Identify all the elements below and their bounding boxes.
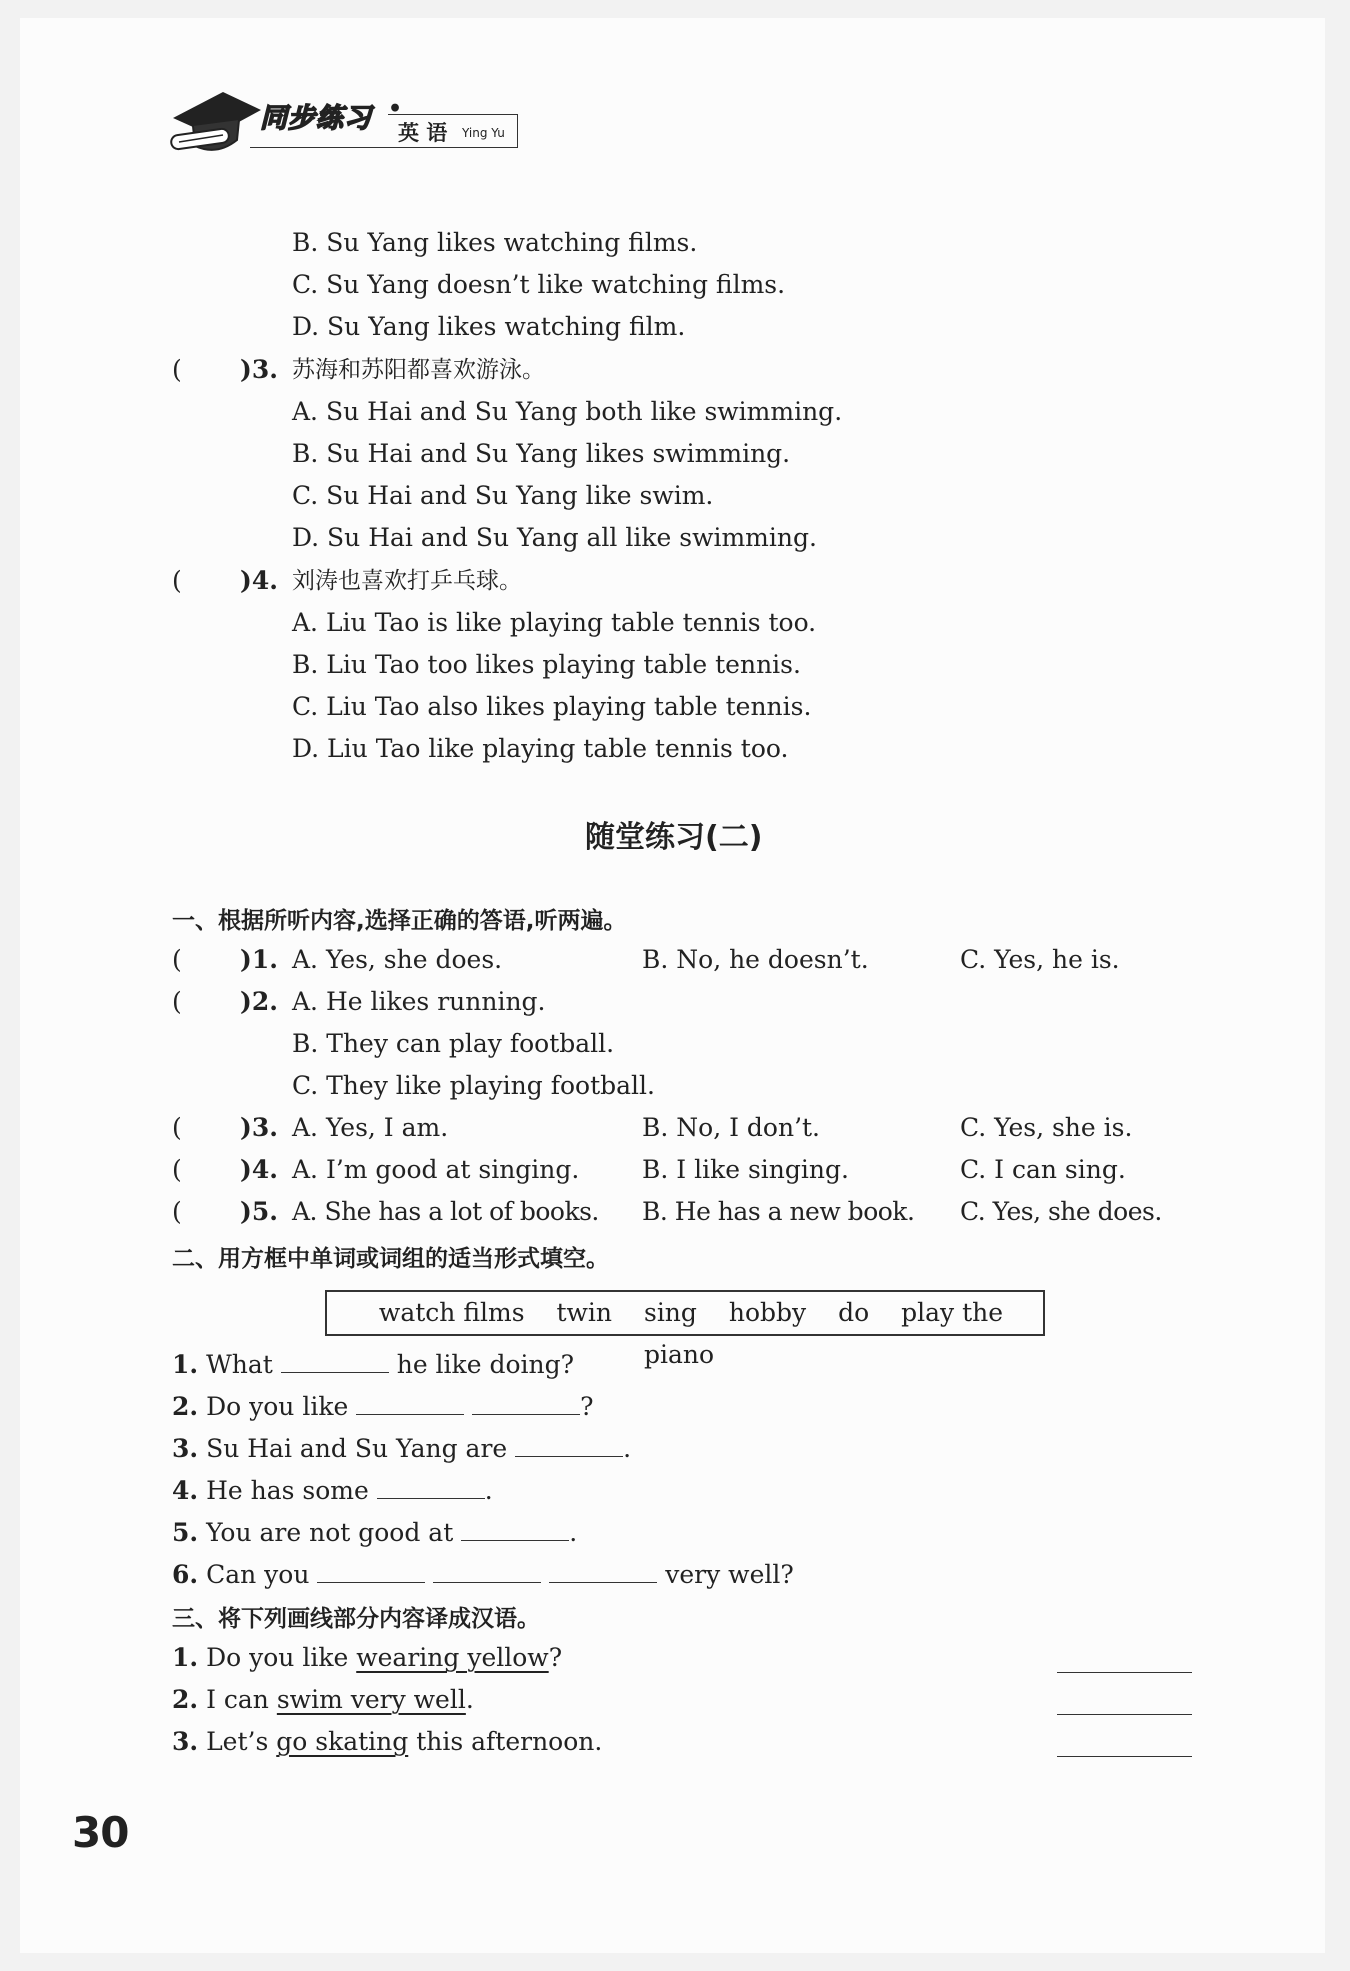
translate-item-2	[172, 1685, 474, 1715]
word-item: sing	[643, 1298, 697, 1327]
answer-line[interactable]	[1057, 1714, 1192, 1715]
subject-pinyin: Ying Yu	[462, 126, 505, 140]
option-b: B. He has a new book.	[642, 1197, 915, 1226]
word-item: hobby	[728, 1298, 807, 1327]
answer-blank[interactable]	[377, 1476, 485, 1499]
question-number: )1.	[240, 945, 278, 974]
option-a: A. Liu Tao is like playing table tennis too.	[292, 608, 817, 637]
section-heading: 一、根据所听内容,选择正确的答语,听两遍。	[172, 908, 627, 934]
answer-blank[interactable]	[433, 1560, 541, 1583]
item-text: He has some	[206, 1476, 369, 1505]
fill-item-4	[172, 1476, 493, 1506]
page-number: 30	[72, 1808, 129, 1857]
option-c: C. Yes, she is.	[960, 1113, 1133, 1142]
item-text: very well?	[665, 1560, 794, 1589]
fill-item-5	[172, 1518, 577, 1548]
item-text: Do you like	[206, 1392, 349, 1421]
item-text: You are not good at	[206, 1518, 454, 1547]
subject-label: 英 语	[398, 121, 448, 145]
answer-blank[interactable]	[515, 1434, 623, 1457]
option-a: A. She has a lot of books.	[292, 1197, 599, 1226]
item-number: 4.	[172, 1476, 199, 1505]
fill-item-1	[172, 1350, 574, 1380]
answer-paren: (	[172, 945, 182, 974]
word-item: watch films	[378, 1298, 525, 1327]
item-text: .	[623, 1434, 632, 1463]
question-number: )4.	[240, 1155, 278, 1184]
option-a: A. Su Hai and Su Yang both like swimming.	[292, 397, 843, 426]
item-text: he like doing?	[396, 1350, 575, 1379]
item-number: 6.	[172, 1560, 199, 1589]
translate-item-3	[172, 1727, 602, 1757]
question-number: )5.	[240, 1197, 278, 1226]
fill-item-2	[172, 1392, 594, 1422]
item-number: 1.	[172, 1350, 199, 1379]
option-a: A. Yes, she does.	[292, 945, 503, 974]
question-prompt: 刘涛也喜欢打乒乓球。	[292, 568, 522, 594]
underlined-phrase: wearing yellow	[356, 1643, 549, 1672]
header-rule	[250, 147, 518, 148]
option-b: B. Liu Tao too likes playing table tennis.	[292, 650, 801, 679]
question-number: )3.	[240, 355, 278, 384]
option-a: A. Yes, I am.	[292, 1113, 449, 1142]
item-text: Do you like	[206, 1643, 357, 1672]
answer-paren: (	[172, 1197, 182, 1226]
answer-line[interactable]	[1057, 1756, 1192, 1757]
item-number: 1.	[172, 1643, 199, 1672]
option-b: B. I like singing.	[642, 1155, 849, 1184]
option-c: C. Liu Tao also likes playing table tennis.	[292, 692, 812, 721]
section-heading: 三、将下列画线部分内容译成汉语。	[172, 1606, 540, 1632]
item-number: 3.	[172, 1434, 199, 1463]
option-c: C. Yes, he is.	[960, 945, 1120, 974]
option-d: D. Su Hai and Su Yang all like swimming.	[292, 523, 817, 552]
item-text: Let’s	[206, 1727, 277, 1756]
item-text: I can	[206, 1685, 277, 1714]
option-c: C. They like playing football.	[292, 1071, 655, 1100]
option-d: D. Liu Tao like playing table tennis too.	[292, 734, 789, 763]
fill-item-3	[172, 1434, 631, 1464]
q2-option-d: D. Su Yang likes watching film.	[292, 312, 686, 341]
section-heading: 二、用方框中单词或词组的适当形式填空。	[172, 1246, 609, 1272]
answer-paren: (	[172, 1155, 182, 1184]
item-text: Can you	[206, 1560, 310, 1589]
answer-blank[interactable]	[317, 1560, 425, 1583]
answer-blank[interactable]	[549, 1560, 657, 1583]
option-b: B. No, I don’t.	[642, 1113, 821, 1142]
option-c: C. I can sing.	[960, 1155, 1126, 1184]
option-c: C. Yes, she does.	[960, 1197, 1162, 1226]
option-c: C. Su Hai and Su Yang like swim.	[292, 481, 714, 510]
item-text: ?	[548, 1643, 563, 1672]
item-text: Su Hai and Su Yang are	[206, 1434, 508, 1463]
answer-paren: (	[172, 987, 182, 1016]
answer-blank[interactable]	[356, 1392, 464, 1415]
option-b: B. Su Hai and Su Yang likes swimming.	[292, 439, 791, 468]
option-a: A. I’m good at singing.	[292, 1155, 580, 1184]
item-text: What	[206, 1350, 273, 1379]
question-number: )2.	[240, 987, 278, 1016]
answer-paren: (	[172, 1113, 182, 1142]
option-b: B. They can play football.	[292, 1029, 615, 1058]
section-title: 随堂练习(二)	[585, 820, 763, 855]
item-text: .	[465, 1685, 474, 1714]
item-number: 2.	[172, 1685, 199, 1714]
answer-blank[interactable]	[472, 1392, 580, 1415]
item-text: .	[569, 1518, 578, 1547]
item-number: 5.	[172, 1518, 199, 1547]
item-text: .	[484, 1476, 493, 1505]
translate-item-1	[172, 1643, 562, 1673]
header-dot: •	[388, 96, 403, 122]
item-number: 3.	[172, 1727, 199, 1756]
item-text: ?	[580, 1392, 594, 1421]
fill-item-6	[172, 1560, 794, 1590]
answer-blank[interactable]	[461, 1518, 569, 1541]
answer-paren: (	[172, 566, 182, 595]
series-title: 同步练习	[260, 103, 372, 134]
word-item: twin	[556, 1298, 613, 1327]
word-item: do	[838, 1298, 870, 1327]
underlined-phrase: go skating	[276, 1727, 409, 1756]
answer-paren: (	[172, 355, 182, 384]
question-number: )3.	[240, 1113, 278, 1142]
graduation-cap-icon	[165, 80, 265, 160]
question-number: )4.	[240, 566, 278, 595]
word-item: play the piano	[643, 1298, 1004, 1369]
underlined-phrase: swim very well	[276, 1685, 466, 1714]
option-a: A. He likes running.	[292, 987, 546, 1016]
question-prompt: 苏海和苏阳都喜欢游泳。	[292, 357, 545, 383]
item-number: 2.	[172, 1392, 199, 1421]
q2-option-b: B. Su Yang likes watching films.	[292, 228, 698, 257]
option-b: B. No, he doesn’t.	[642, 945, 869, 974]
item-text: this afternoon.	[408, 1727, 603, 1756]
answer-blank[interactable]	[281, 1350, 389, 1373]
answer-line[interactable]	[1057, 1672, 1192, 1673]
q2-option-c: C. Su Yang doesn’t like watching films.	[292, 270, 786, 299]
